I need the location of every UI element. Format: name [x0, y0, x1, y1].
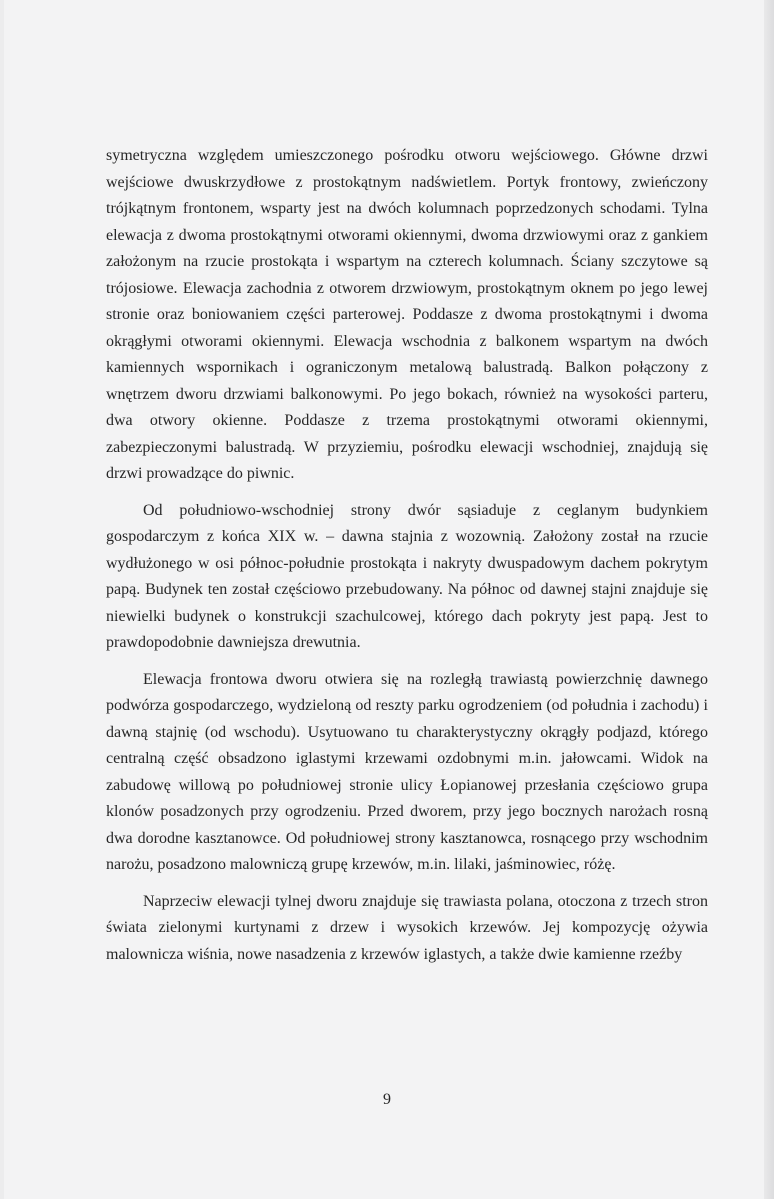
- page-left-edge: [0, 0, 4, 1199]
- paragraph-3: Elewacja frontowa dworu otwiera się na rozległą trawiastą powierzchnię dawnego podwórza gospodarczego, wydzieloną od reszty parku ogrodzeniem (od południa i zachodu) i dawną stajnię (od wschodu). Usytuowano tu charakterystyczny okrągły podjazd, którego centralną część obsadzono iglastymi krzewami ozdobnymi m.in. jałowcami. Widok na zabudowę willową po południowej stronie ulicy Łopianowej przesłania częściowo grupa klonów posadzonych przy ogrodzeniu. Przed dworem, przy jego bocznych narożach rosną dwa dorodne kasztanowce. Od południowej strony kasztanowca, rosnącego przy wschodnim narożu, posadzono malowniczą grupę krzewów, m.in. lilaki, jaśminowiec, różę.: [106, 670, 708, 873]
- paragraph-1: symetryczna względem umieszczonego pośrodku otworu wejściowego. Główne drzwi wejściowe dwuskrzydłowe z prostokątnym nadświetlem. Portyk frontowy, zwieńczony trójkątnym frontonem, wsparty jest na dwóch kolumnach poprzedzonych schodami. Tylna elewacja z dwoma prostokątnymi otworami okiennymi, dwoma drzwiowymi oraz z gankiem założonym na rzucie prostokąta i wspartym na czterech kolumnach. Ściany szczytowe są trójosiowe. Elewacja zachodnia z otworem drzwiowym, prostokątnym oknem po jego lewej stronie oraz boniowaniem części parterowej. Poddasze z dwoma prostokątnymi i dwoma okrągłymi otworami okiennymi. Elewacja wschodnia z balkonem wspartym na dwóch kamiennych wspornikach i ograniczonym metalową balustradą. Balkon połączony z wnętrzem dworu drzwiami balkonowymi. Po jego bokach, również na wysokości parteru, dwa otwory okienne. Poddasze z trzema prostokątnymi otworami okiennymi, zabezpieczonymi balustradą. W przyziemiu, pośrodku elewacji wschodniej, znajdują się drzwi prowadzące do piwnic.: [106, 147, 708, 482]
- page-right-edge: [764, 0, 774, 1199]
- paragraph-2: Od południowo-wschodniej strony dwór sąsiaduje z ceglanym budynkiem gospodarczym z końca XIX w. – dawna stajnia z wozownią. Założony został na rzucie wydłużonego w osi północ-południe prostokąta i nakryty dwuspadowym dachem pokrytym papą. Budynek ten został częściowo przebudowany. Na północ od dawnej stajni znajduje się niewielki budynek o konstrukcji szachulcowej, którego dach pokryty jest papą. Jest to prawdopodobnie dawniejsza drewutnia.: [106, 501, 708, 651]
- page-number: 9: [383, 1091, 391, 1108]
- document-body: [106, 143, 708, 978]
- paragraph-4: Naprzeciw elewacji tylnej dworu znajduje się trawiasta polana, otoczona z trzech stron świata zielonymi kurtynami z drzew i wysokich krzewów. Jej kompozycję ożywia malownicza wiśnia, nowe nasadzenia z krzewów iglastych, a także dwie kamienne rzeźby: [106, 892, 708, 963]
